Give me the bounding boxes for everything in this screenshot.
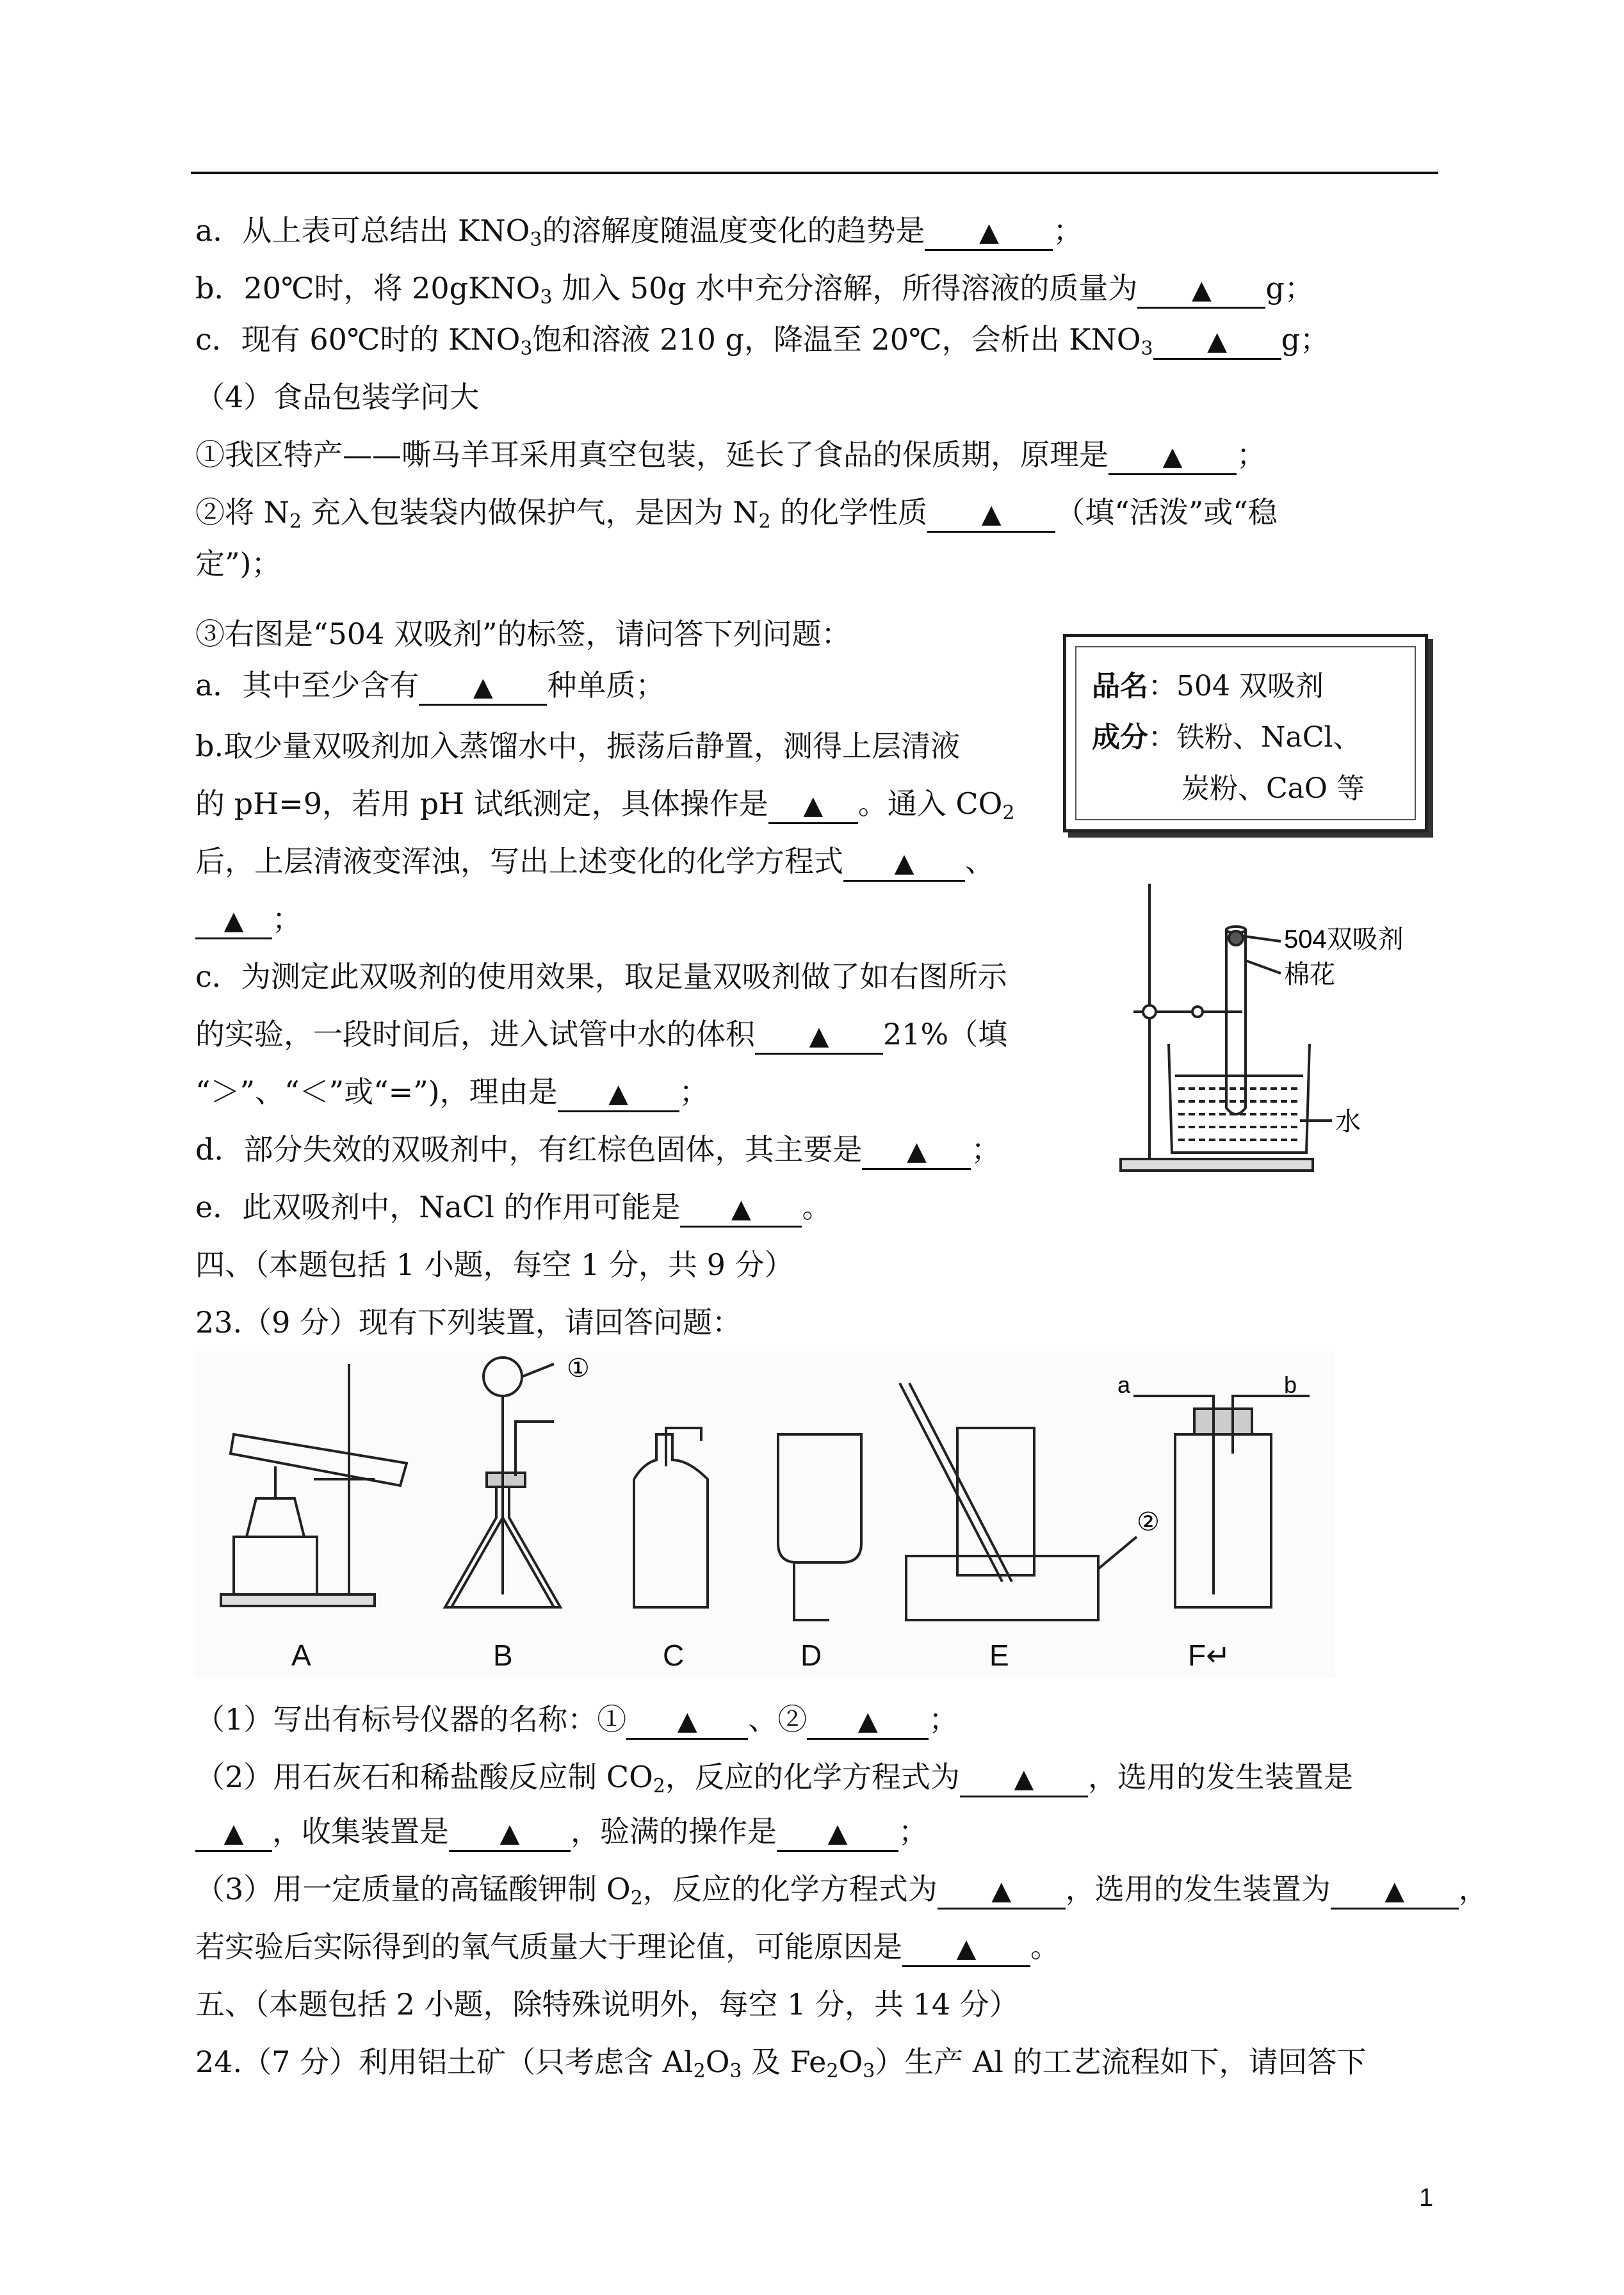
text-segment: 若实验后实际得到的氧气质量大于理论值，可能原因是 <box>195 1929 902 1964</box>
answer-blank: ▲ <box>680 1192 802 1228</box>
text-segment: 充入包装袋内做保护气，是因为 N <box>301 495 759 530</box>
answer-blank: ▲ <box>862 1135 971 1170</box>
text-segment: 24.（7 分）利用铝土矿（只考虑含 Al <box>195 2045 694 2079</box>
text-segment: a．其中至少含有 <box>195 668 419 702</box>
answer-blank: ▲ <box>777 1817 898 1852</box>
answer-blank: ▲ <box>927 498 1055 533</box>
text-segment: 加入 50g 水中充分溶解，所得溶液的质量为 <box>552 271 1138 305</box>
text-segment: c．现有 60℃时的 KNO <box>195 322 521 357</box>
page-number: 1 <box>1419 2184 1434 2212</box>
text-segment: ，验满的操作是 <box>571 1814 777 1849</box>
label-name-value: ：504 双吸剂 <box>1148 670 1324 702</box>
text-segment: ，选用的发生装置为 <box>1065 1872 1331 1906</box>
text-line-l1 <box>195 211 1082 251</box>
subscript: 2 <box>758 510 771 533</box>
text-segment: （2）用石灰石和稀盐酸反应制 CO <box>195 1760 653 1794</box>
text-line-l5 <box>195 435 1266 475</box>
text-line-l7 <box>195 544 280 583</box>
subscript: 2 <box>693 2060 706 2082</box>
text-line-l9 <box>195 666 665 706</box>
text-segment: ，反应的化学方程式为 <box>642 1872 938 1906</box>
text-segment: ； <box>1237 437 1266 472</box>
text-segment: “＞”、“＜”或“=”)，理由是 <box>195 1075 558 1109</box>
text-segment: ，反应的化学方程式为 <box>665 1760 960 1794</box>
device-label-d: D <box>800 1639 822 1672</box>
text-line-l2 <box>195 269 1314 309</box>
device-label-b: B <box>493 1639 513 1672</box>
text-segment: 定”)； <box>195 546 281 581</box>
text-line-l22 <box>195 1758 1353 1797</box>
label-ingredients-key: 成分 <box>1092 721 1148 754</box>
experiment-apparatus-figure <box>1108 877 1441 1185</box>
apparatus-label-agent: 504双吸剂 <box>1284 925 1404 953</box>
text-segment: d．部分失效的双吸剂中，有红棕色固体，其主要是 <box>195 1132 863 1167</box>
text-segment: ； <box>679 1075 709 1109</box>
device-marker-b: b <box>1284 1372 1297 1398</box>
answer-blank: ▲ <box>1331 1874 1459 1910</box>
text-segment: （3）用一定质量的高锰酸钾制 O <box>195 1872 631 1906</box>
subscript: 2 <box>630 1887 643 1910</box>
text-line-l26 <box>195 1985 1019 2023</box>
text-segment: 23.（9 分）现有下列装置，请回答问题： <box>195 1305 742 1340</box>
text-line-l13 <box>195 900 302 939</box>
text-line-l6 <box>195 493 1278 533</box>
subscript: 2 <box>289 510 302 533</box>
subscript: 3 <box>520 337 533 360</box>
text-segment: 后，上层清液变浑浊，写出上述变化的化学方程式 <box>195 844 843 879</box>
subscript: 3 <box>729 2060 742 2082</box>
subscript: 3 <box>1141 337 1153 360</box>
text-line-l18 <box>195 1188 831 1228</box>
text-segment: a．从上表可总结出 KNO <box>195 213 530 248</box>
device-label-e: E <box>989 1639 1009 1672</box>
text-segment: ； <box>1053 213 1083 248</box>
answer-blank: ▲ <box>925 216 1053 251</box>
answer-blank: ▲ <box>1108 440 1237 475</box>
text-segment: 的 pH=9，若用 pH 试纸测定，具体操作是 <box>195 786 768 821</box>
device-label-c: C <box>663 1639 685 1672</box>
text-segment: ， <box>1458 1872 1488 1906</box>
text-segment: 的溶解度随温度变化的趋势是 <box>542 213 925 248</box>
text-segment: e．此双吸剂中，NaCl 的作用可能是 <box>195 1190 681 1224</box>
text-segment: O <box>705 2045 730 2079</box>
device-marker-2: ② <box>1137 1507 1160 1537</box>
text-segment: O <box>838 2045 863 2079</box>
text-segment: 。通入 CO <box>857 786 1003 821</box>
answer-blank: ▲ <box>843 847 965 882</box>
text-segment: （填“活泼”或“稳 <box>1055 495 1278 530</box>
text-line-l11 <box>195 784 1014 824</box>
device-label-a: A <box>291 1639 311 1672</box>
text-segment: 21%（填 <box>883 1017 1008 1051</box>
text-line-l10 <box>195 727 960 765</box>
subscript: 2 <box>826 2060 839 2082</box>
text-segment: ； <box>929 1702 959 1737</box>
text-segment: 的实验，一段时间后，进入试管中水的体积 <box>195 1017 755 1051</box>
text-segment: 。 <box>1030 1929 1060 1964</box>
text-segment: （1）写出有标号仪器的名称：① <box>195 1702 627 1737</box>
text-segment: 饱和溶液 210 g，降温至 20℃，会析出 KNO <box>532 322 1141 357</box>
answer-blank: ▲ <box>558 1077 679 1112</box>
device-marker-a: a <box>1117 1372 1131 1398</box>
device-marker-1: ① <box>567 1354 590 1383</box>
text-segment: 及 Fe <box>742 2045 827 2079</box>
text-line-l8 <box>195 615 850 653</box>
answer-blank: ▲ <box>195 1817 272 1852</box>
apparatus-label-cotton: 棉花 <box>1284 961 1335 989</box>
answer-blank: ▲ <box>419 670 547 706</box>
text-segment: ； <box>971 1132 1001 1167</box>
apparatus-label-water: 水 <box>1335 1108 1361 1136</box>
text-line-l3 <box>195 320 1329 360</box>
text-segment: ②将 N <box>195 495 289 530</box>
text-line-l21 <box>195 1700 958 1740</box>
answer-blank: ▲ <box>960 1762 1088 1797</box>
text-segment: 种单质； <box>547 668 665 702</box>
text-line-l16 <box>195 1073 709 1112</box>
text-segment: ，收集装置是 <box>272 1814 449 1849</box>
subscript: 3 <box>863 2060 875 2082</box>
text-line-l15 <box>195 1015 1007 1055</box>
text-segment: g； <box>1265 271 1314 305</box>
text-segment: c．为测定此双吸剂的使用效果，取足量双吸剂做了如右图所示 <box>195 959 1007 994</box>
text-segment: ； <box>272 902 302 936</box>
text-segment: 五、（本题包括 2 小题，除特殊说明外，每空 1 分，共 14 分） <box>195 1987 1019 2022</box>
text-line-l19 <box>195 1245 794 1284</box>
text-line-l14 <box>195 957 1007 996</box>
text-segment: ③右图是“504 双吸剂”的标签，请问答下列问题： <box>195 617 851 651</box>
text-segment: ，选用的发生装置是 <box>1087 1760 1353 1794</box>
lab-devices-figure <box>195 1351 1335 1678</box>
header-rule <box>191 172 1438 174</box>
text-line-l25 <box>195 1927 1060 1967</box>
text-segment: （4）食品包装学问大 <box>195 380 480 414</box>
answer-blank: ▲ <box>768 789 858 824</box>
text-line-l17 <box>195 1130 1000 1170</box>
subscript: 2 <box>1002 802 1015 824</box>
text-segment: ）生产 Al 的工艺流程如下，请回答下 <box>875 2045 1367 2079</box>
answer-blank: ▲ <box>1137 273 1265 309</box>
label-ingredients-line2: 炭粉、CaO 等 <box>1181 772 1365 805</box>
text-line-l4 <box>195 378 479 416</box>
product-label-card <box>1063 634 1428 832</box>
text-line-l12 <box>195 842 995 882</box>
text-segment: g； <box>1281 322 1330 357</box>
text-line-l20 <box>195 1303 742 1342</box>
text-segment: 、 <box>965 844 995 879</box>
text-segment: b．20℃时，将 20gKNO <box>195 271 540 305</box>
label-name-key: 品名 <box>1092 670 1148 702</box>
answer-blank: ▲ <box>195 904 272 939</box>
text-segment: 、② <box>748 1702 808 1737</box>
subscript: 3 <box>530 229 542 251</box>
answer-blank: ▲ <box>1153 325 1281 360</box>
subscript: 3 <box>540 286 553 309</box>
answer-blank: ▲ <box>902 1932 1030 1967</box>
answer-blank: ▲ <box>755 1019 883 1055</box>
text-segment: ①我区特产——嘶马羊耳采用真空包装，延长了食品的保质期，原理是 <box>195 437 1108 472</box>
text-segment: 的化学性质 <box>770 495 928 530</box>
answer-blank: ▲ <box>938 1874 1066 1910</box>
subscript: 2 <box>653 1775 665 1797</box>
answer-blank: ▲ <box>626 1705 748 1740</box>
answer-blank: ▲ <box>807 1705 929 1740</box>
text-segment: ； <box>898 1814 928 1849</box>
text-segment: 四、（本题包括 1 小题，每空 1 分，共 9 分） <box>195 1247 794 1282</box>
answer-blank: ▲ <box>449 1817 571 1852</box>
text-segment: b.取少量双吸剂加入蒸馏水中，振荡后静置，测得上层清液 <box>195 729 961 763</box>
text-line-l23 <box>195 1812 928 1852</box>
label-ingredients-line1: ：铁粉、NaCl、 <box>1148 721 1361 754</box>
text-line-l24 <box>195 1870 1488 1910</box>
device-label-f: F↵ <box>1188 1639 1231 1672</box>
text-line-l27 <box>195 2043 1366 2081</box>
text-segment: 。 <box>802 1190 832 1224</box>
